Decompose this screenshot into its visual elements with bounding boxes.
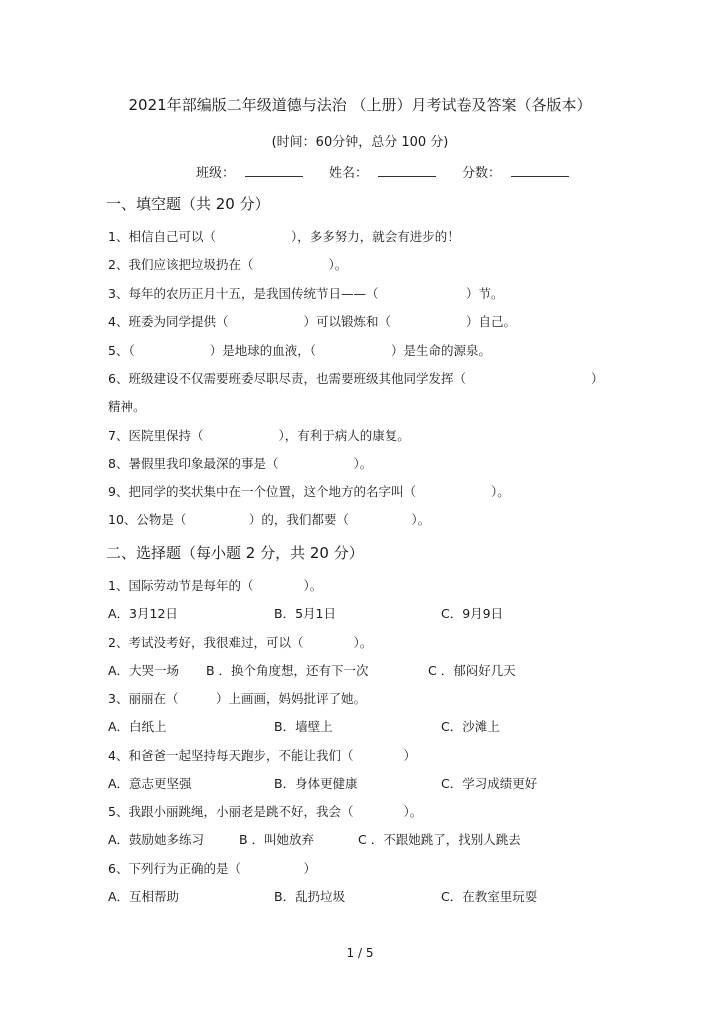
choice-question: 5、我跟小丽跳绳，小丽老是跳不好，我会（ ）。: [108, 804, 423, 819]
choice-question: 6、下列行为正确的是（ ）: [108, 861, 316, 876]
option-a: A．白纸上: [108, 719, 167, 734]
fill-question: 5、（ ）是地球的血液，（ ）是生命的源泉。: [108, 343, 491, 358]
option-c: C ．郁闷好几天: [428, 663, 516, 678]
class-label: 班级：: [196, 166, 236, 181]
name-field: [329, 162, 436, 181]
choice-question: 2、考试没考好，我很难过，可以（ ）。: [108, 635, 373, 650]
page-title: 2021年部编版二年级道德与法治 （上册）月考试卷及答案（各版本）: [128, 96, 592, 114]
choice-question: 4、和爸爸一起坚持每天跑步，不能让我们（ ）: [108, 748, 416, 763]
student-info-fields: [196, 162, 595, 181]
option-c: C．学习成绩更好: [441, 776, 538, 791]
option-a: A．大哭一场: [108, 663, 180, 678]
fill-question-continuation: 精神。: [108, 399, 146, 414]
option-c: C．在教室里玩耍: [441, 889, 538, 904]
option-c: C．沙滩上: [441, 719, 500, 734]
name-label: 姓名：: [329, 166, 369, 181]
score-label: 分数：: [462, 166, 502, 181]
section2-heading: 二、选择题（每小题 2 分，共 20 分）: [106, 544, 364, 562]
option-a: A．互相帮助: [108, 889, 180, 904]
option-c: C ．不跟她跳了，找别人跳去: [358, 832, 521, 847]
option-a: A．3月12日: [108, 606, 178, 621]
option-b: B ．叫她放弃: [239, 832, 315, 847]
fill-question: 9、把同学的奖状集中在一个位置，这个地方的名字叫（ ）。: [108, 484, 510, 499]
fill-question: 6、班级建设不仅需要班委尽职尽责，也需要班级其他同学发挥（ ）: [108, 371, 604, 386]
page-number: 1 / 5: [346, 946, 374, 960]
class-field: [196, 162, 303, 181]
name-blank: [378, 162, 436, 177]
fill-question: 7、医院里保持（ ），有利于病人的康复。: [108, 428, 410, 443]
option-b: B．墙壁上: [274, 719, 333, 734]
fill-question: 2、我们应该把垃圾扔在（ ）。: [108, 257, 348, 272]
choice-question: 1、国际劳动节是每年的（ ）。: [108, 578, 323, 593]
score-blank: [511, 162, 569, 177]
class-blank: [245, 162, 303, 177]
fill-question: 10、公物是（ ）的，我们都要（ ）。: [108, 512, 431, 527]
fill-question: 1、相信自己可以（ ），多多努力，就会有进步的！: [108, 229, 460, 244]
option-b: B．5月1日: [274, 606, 336, 621]
option-b: B ．换个角度想，还有下一次: [206, 663, 369, 678]
section1-heading: 一、填空题（共 20 分）: [106, 195, 270, 213]
option-a: A．意志更坚强: [108, 776, 192, 791]
option-b: B．身体更健康: [274, 776, 358, 791]
fill-question: 8、暑假里我印象最深的事是（ ）。: [108, 456, 373, 471]
exam-subtitle: (时间：60分钟，总分 100 分): [271, 135, 449, 150]
option-b: B．乱扔垃圾: [274, 889, 346, 904]
option-a: A．鼓励她多练习: [108, 832, 205, 847]
option-c: C．9月9日: [441, 606, 504, 621]
fill-question: 3、每年的农历正月十五，是我国传统节日——（ ）节。: [108, 286, 504, 301]
score-field: [462, 162, 569, 181]
choice-question: 3、丽丽在（ ）上画画，妈妈批评了她。: [108, 691, 366, 706]
fill-question: 4、班委为同学提供（ ）可以锻炼和（ ）自己。: [108, 314, 516, 329]
